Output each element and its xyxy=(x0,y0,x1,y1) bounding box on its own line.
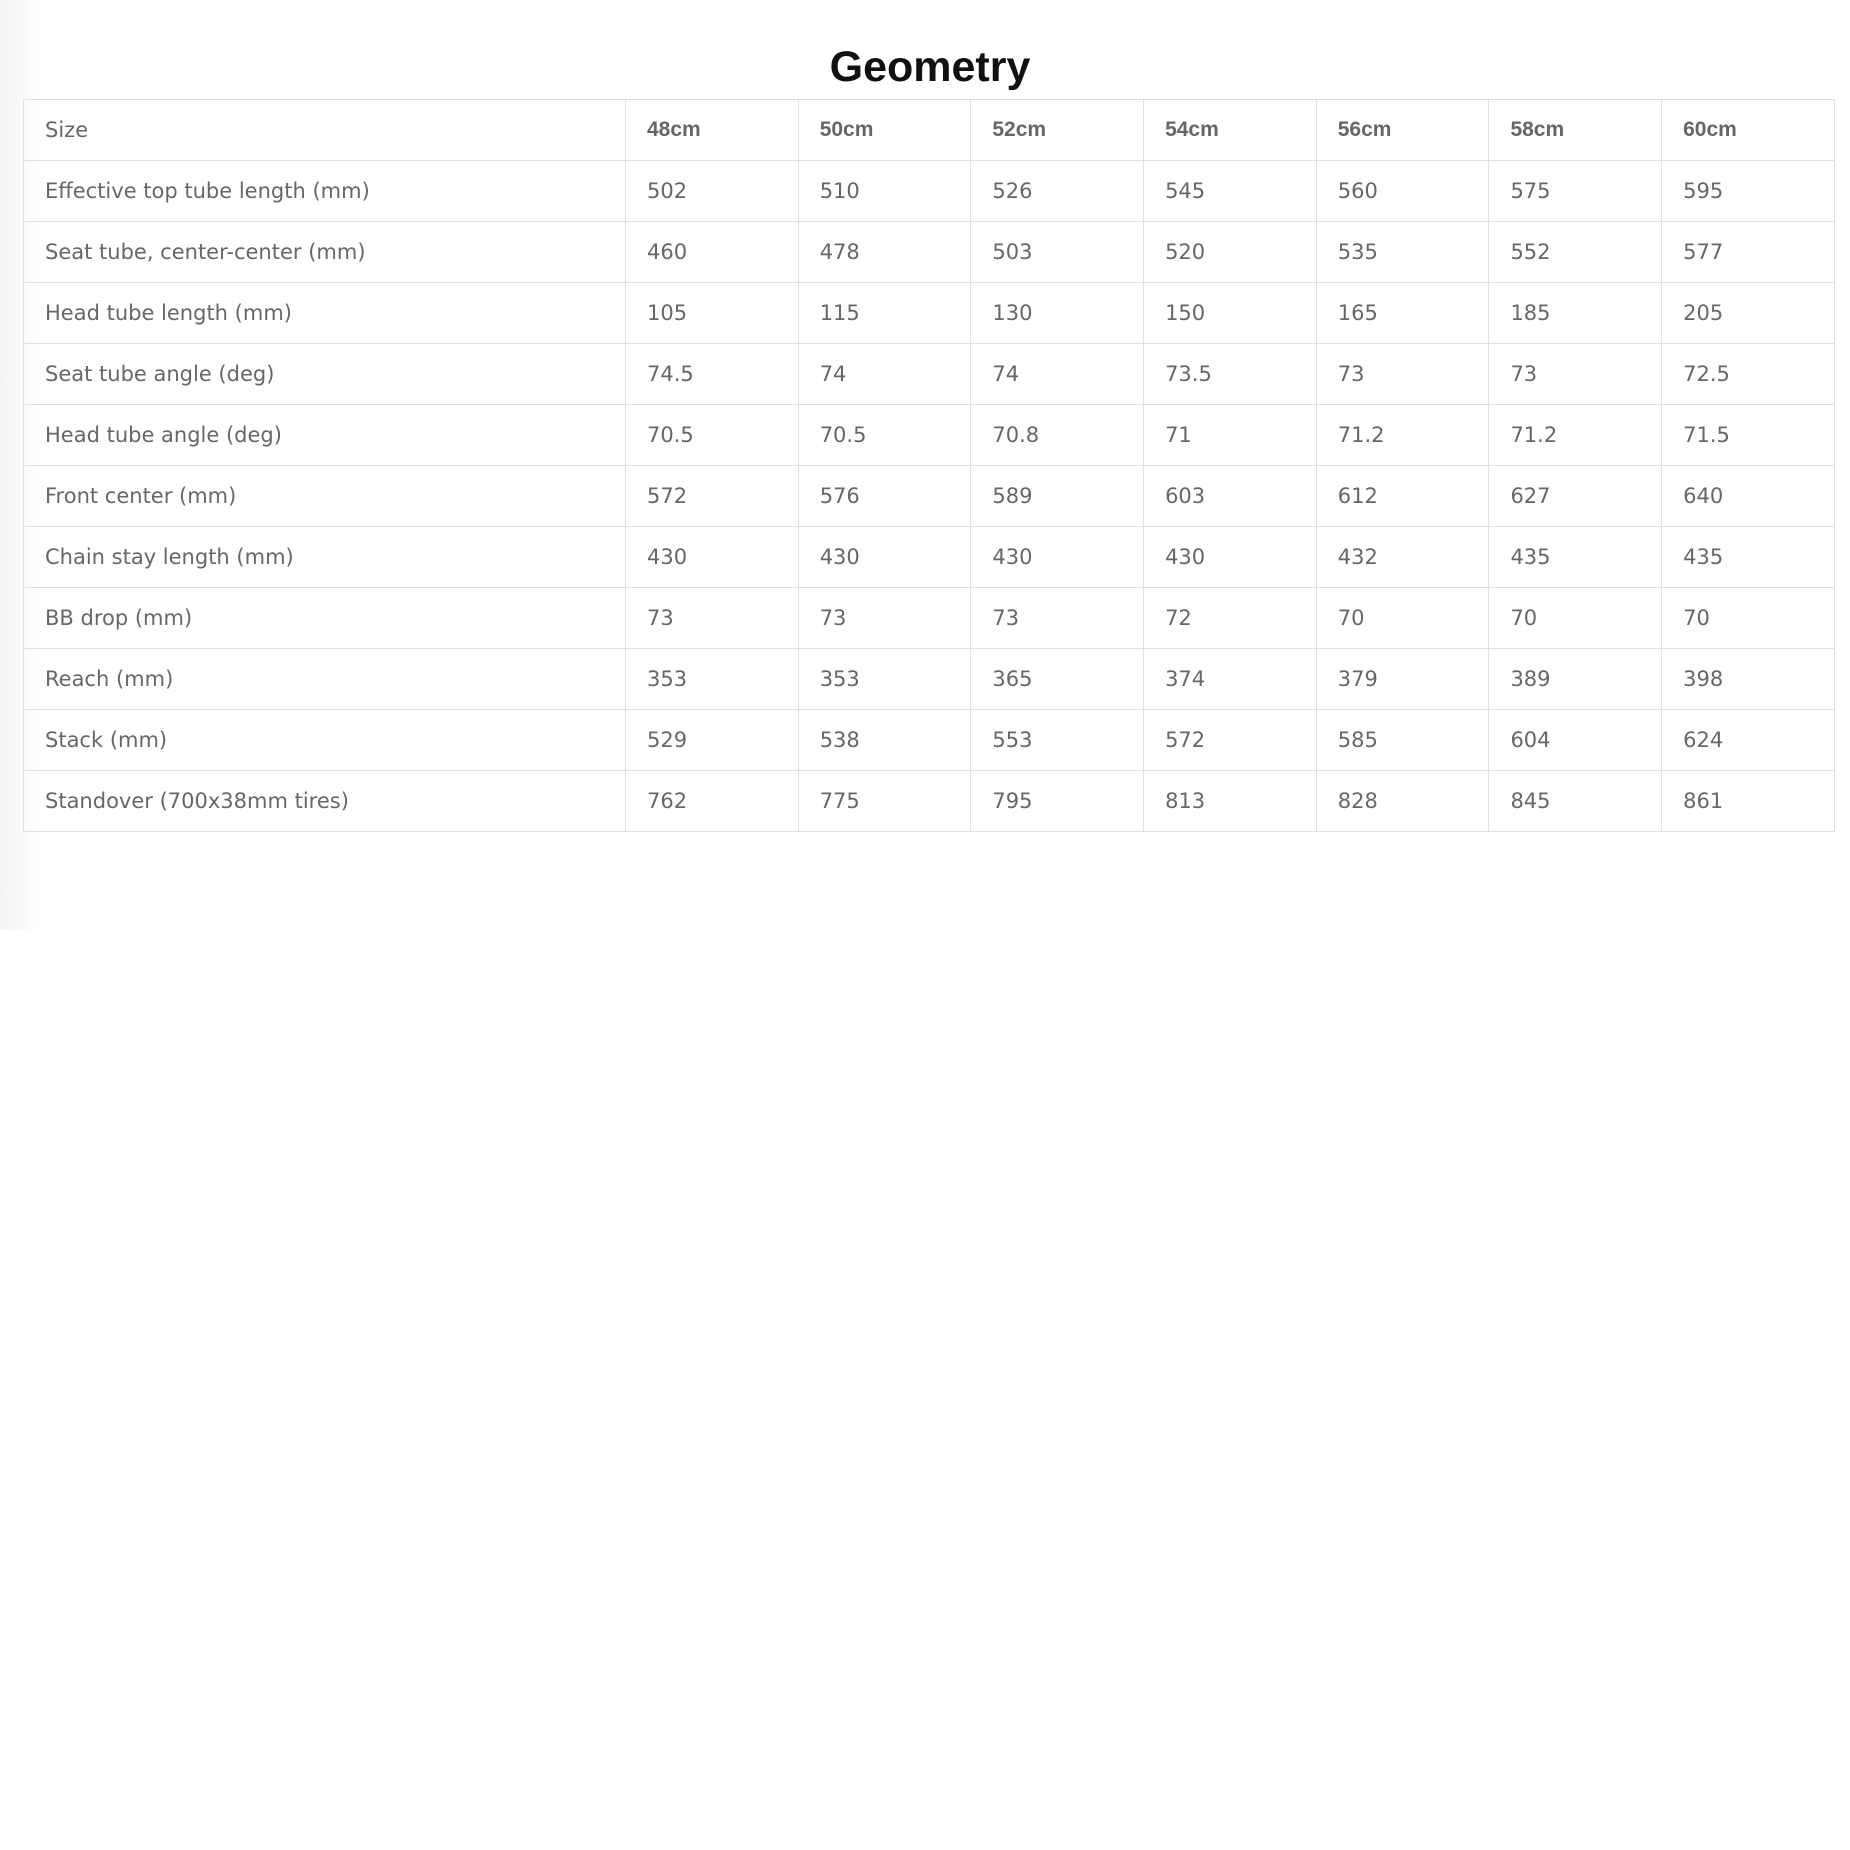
table-cell: 398 xyxy=(1662,649,1835,710)
row-label: Seat tube, center-center (mm) xyxy=(24,222,626,283)
table-cell: 70 xyxy=(1662,588,1835,649)
table-row xyxy=(24,283,1835,344)
table-cell: 589 xyxy=(971,466,1144,527)
table-row xyxy=(24,405,1835,466)
table-cell: 552 xyxy=(1489,222,1662,283)
table-cell: 861 xyxy=(1662,771,1835,832)
table-cell: 389 xyxy=(1489,649,1662,710)
row-label: Stack (mm) xyxy=(24,710,626,771)
table-cell: 430 xyxy=(971,527,1144,588)
table-cell: 73 xyxy=(626,588,799,649)
table-cell: 585 xyxy=(1316,710,1489,771)
table-cell: 435 xyxy=(1662,527,1835,588)
table-cell: 115 xyxy=(798,283,971,344)
size-column-header: 50cm xyxy=(798,100,971,161)
table-cell: 70 xyxy=(1489,588,1662,649)
table-cell: 130 xyxy=(971,283,1144,344)
table-row xyxy=(24,527,1835,588)
table-cell: 575 xyxy=(1489,161,1662,222)
size-column-header: 56cm xyxy=(1316,100,1489,161)
table-cell: 71 xyxy=(1144,405,1317,466)
table-cell: 73 xyxy=(1489,344,1662,405)
size-column-header: 54cm xyxy=(1144,100,1317,161)
table-cell: 353 xyxy=(626,649,799,710)
table-cell: 572 xyxy=(626,466,799,527)
table-cell: 430 xyxy=(626,527,799,588)
table-cell: 775 xyxy=(798,771,971,832)
table-row xyxy=(24,771,1835,832)
table-cell: 572 xyxy=(1144,710,1317,771)
table-cell: 538 xyxy=(798,710,971,771)
table-header-row xyxy=(24,100,1835,161)
size-column-header: 48cm xyxy=(626,100,799,161)
table-cell: 545 xyxy=(1144,161,1317,222)
table-cell: 430 xyxy=(798,527,971,588)
table-cell: 577 xyxy=(1662,222,1835,283)
table-cell: 73 xyxy=(1316,344,1489,405)
table-row xyxy=(24,344,1835,405)
size-column-header: 60cm xyxy=(1662,100,1835,161)
table-cell: 828 xyxy=(1316,771,1489,832)
table-row xyxy=(24,710,1835,771)
row-label: Chain stay length (mm) xyxy=(24,527,626,588)
table-cell: 73 xyxy=(798,588,971,649)
table-cell: 529 xyxy=(626,710,799,771)
table-cell: 640 xyxy=(1662,466,1835,527)
table-cell: 379 xyxy=(1316,649,1489,710)
geometry-table xyxy=(23,99,1835,832)
table-cell: 595 xyxy=(1662,161,1835,222)
table-cell: 150 xyxy=(1144,283,1317,344)
table-cell: 553 xyxy=(971,710,1144,771)
table-cell: 535 xyxy=(1316,222,1489,283)
table-cell: 520 xyxy=(1144,222,1317,283)
table-cell: 510 xyxy=(798,161,971,222)
table-cell: 503 xyxy=(971,222,1144,283)
table-cell: 71.5 xyxy=(1662,405,1835,466)
table-cell: 612 xyxy=(1316,466,1489,527)
table-cell: 73.5 xyxy=(1144,344,1317,405)
table-cell: 478 xyxy=(798,222,971,283)
table-cell: 560 xyxy=(1316,161,1489,222)
table-cell: 72.5 xyxy=(1662,344,1835,405)
row-label: Head tube angle (deg) xyxy=(24,405,626,466)
table-cell: 576 xyxy=(798,466,971,527)
table-cell: 74 xyxy=(798,344,971,405)
size-column-header: 58cm xyxy=(1489,100,1662,161)
table-row xyxy=(24,649,1835,710)
page-title: Geometry xyxy=(829,43,1031,91)
row-label: Effective top tube length (mm) xyxy=(24,161,626,222)
table-row xyxy=(24,161,1835,222)
table-cell: 205 xyxy=(1662,283,1835,344)
table-cell: 353 xyxy=(798,649,971,710)
table-row xyxy=(24,588,1835,649)
table-cell: 71.2 xyxy=(1316,405,1489,466)
table-cell: 365 xyxy=(971,649,1144,710)
table-cell: 795 xyxy=(971,771,1144,832)
table-cell: 70 xyxy=(1316,588,1489,649)
table-cell: 813 xyxy=(1144,771,1317,832)
table-cell: 71.2 xyxy=(1489,405,1662,466)
row-label: Standover (700x38mm tires) xyxy=(24,771,626,832)
table-cell: 603 xyxy=(1144,466,1317,527)
size-header-label: Size xyxy=(24,100,626,161)
table-cell: 70.8 xyxy=(971,405,1144,466)
table-cell: 374 xyxy=(1144,649,1317,710)
size-column-header: 52cm xyxy=(971,100,1144,161)
table-cell: 72 xyxy=(1144,588,1317,649)
table-cell: 627 xyxy=(1489,466,1662,527)
row-label: Head tube length (mm) xyxy=(24,283,626,344)
row-label: BB drop (mm) xyxy=(24,588,626,649)
row-label: Front center (mm) xyxy=(24,466,626,527)
table-cell: 624 xyxy=(1662,710,1835,771)
table-cell: 105 xyxy=(626,283,799,344)
row-label: Reach (mm) xyxy=(24,649,626,710)
table-cell: 526 xyxy=(971,161,1144,222)
table-cell: 604 xyxy=(1489,710,1662,771)
table-row xyxy=(24,222,1835,283)
table-cell: 70.5 xyxy=(626,405,799,466)
table-cell: 460 xyxy=(626,222,799,283)
table-cell: 430 xyxy=(1144,527,1317,588)
table-cell: 185 xyxy=(1489,283,1662,344)
table-cell: 165 xyxy=(1316,283,1489,344)
table-cell: 70.5 xyxy=(798,405,971,466)
table-cell: 435 xyxy=(1489,527,1662,588)
table-cell: 762 xyxy=(626,771,799,832)
table-cell: 74.5 xyxy=(626,344,799,405)
table-row xyxy=(24,466,1835,527)
table-cell: 502 xyxy=(626,161,799,222)
table-cell: 73 xyxy=(971,588,1144,649)
table-cell: 432 xyxy=(1316,527,1489,588)
table-cell: 845 xyxy=(1489,771,1662,832)
row-label: Seat tube angle (deg) xyxy=(24,344,626,405)
table-cell: 74 xyxy=(971,344,1144,405)
